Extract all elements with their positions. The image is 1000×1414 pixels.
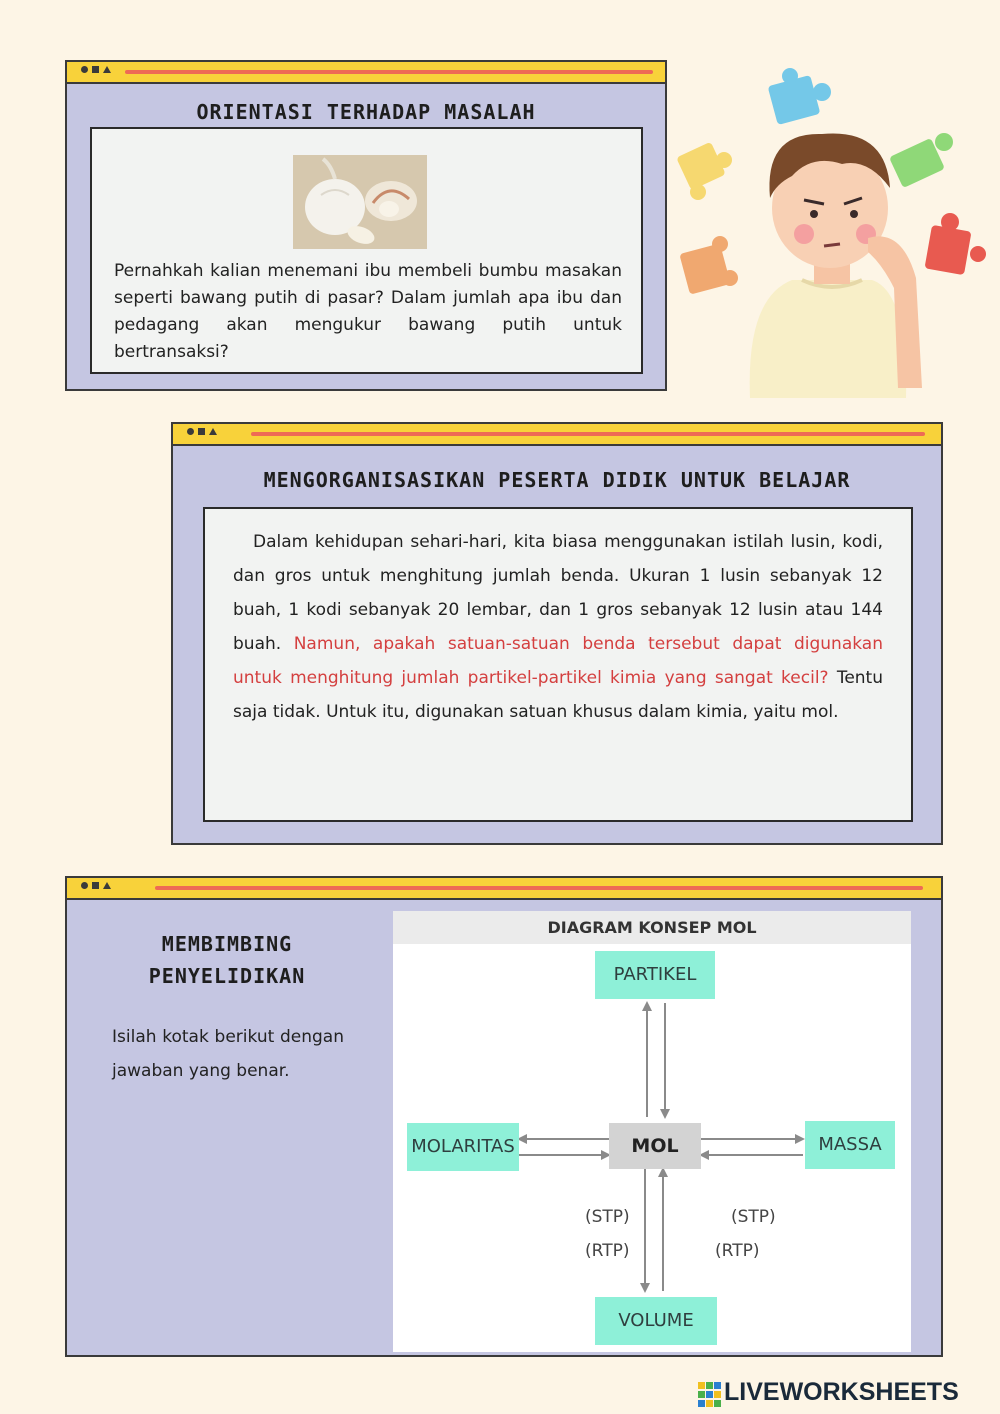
puzzle-green-icon [889,133,953,188]
square-icon [92,882,99,889]
circle-icon [81,882,88,889]
panel-orientasi [65,60,667,391]
node-partikel: PARTIKEL [595,951,715,999]
label-right-stp: (STP) [731,1207,776,1227]
section-title [87,928,367,992]
window-controls [81,882,111,889]
label-left-stp: (STP) [585,1207,630,1227]
explanation-text [233,525,883,729]
text-part-1: Dalam kehidupan sehari-hari, kita biasa menggunakan istilah lusin, kodi, dan gros untuk menghitung jumlah benda. Ukuran 1 lusin sebanyak 12 buah, 1 kodi sebanyak 20 lembar, dan 1 gros sebanyak 12 lusin atau 144 buah. [233,532,883,654]
node-massa: MASSA [805,1121,895,1169]
text-part-2: Tentu saja tidak. Untuk itu, digunakan satuan khusus dalam kimia, yaitu mol. [233,668,884,722]
square-icon [92,66,99,73]
circle-icon [187,428,194,435]
title-line-1: MEMBIMBING [161,932,293,956]
square-icon [198,428,205,435]
window-controls [187,428,217,435]
instruction-text: Isilah kotak berikut dengan jawaban yang benar. [112,1027,344,1081]
title-line-2: PENYELIDIKAN [148,964,306,988]
node-molaritas: MOLARITAS [407,1123,519,1171]
bar-line [251,432,925,436]
thinking-boy-illustration [672,68,992,398]
logo-text: LIVEWORKSHEETS [724,1378,959,1406]
garlic-image [293,155,427,249]
content-box [203,507,913,822]
triangle-icon [209,428,217,435]
window-bar [67,878,941,900]
triangle-icon [103,66,111,73]
window-bar [173,424,941,446]
bar-line [125,70,653,74]
section-title: MENGORGANISASIKAN PESERTA DIDIK UNTUK BELAJAR [263,468,851,492]
triangle-icon [103,882,111,889]
window-controls [81,66,111,73]
circle-icon [81,66,88,73]
label-left-rtp: (RTP) [585,1241,630,1261]
mol-concept-diagram [393,911,911,1352]
node-mol: MOL [609,1123,701,1169]
highlight-text: Namun, apakah satuan-satuan benda tersebut dapat digunakan untuk menghitung jumlah partikel-partikel kimia yang sangat kecil? [233,634,883,688]
panel-mengorganisasikan [171,422,943,845]
section-title: ORIENTASI TERHADAP MASALAH [196,100,536,124]
window-bar [67,62,665,84]
puzzle-yellow-icon [676,142,732,200]
diagram-title: DIAGRAM KONSEP MOL [547,918,757,937]
label-right-rtp: (RTP) [715,1241,760,1261]
question-text: Pernahkah kalian menemani ibu membeli bumbu masakan seperti bawang putih di pasar? Dalam jumlah apa ibu dan pedagang akan mengukur bawang putih untuk bertransaksi? [114,261,622,362]
content-box [90,127,643,374]
puzzle-blue-icon [768,68,831,125]
logo-icon [698,1382,722,1408]
liveworksheets-logo [698,1378,994,1410]
bar-line [155,886,923,890]
puzzle-red-icon [924,213,986,275]
panel-membimbing [65,876,943,1357]
node-volume: VOLUME [595,1297,717,1345]
puzzle-orange-icon [679,236,738,295]
